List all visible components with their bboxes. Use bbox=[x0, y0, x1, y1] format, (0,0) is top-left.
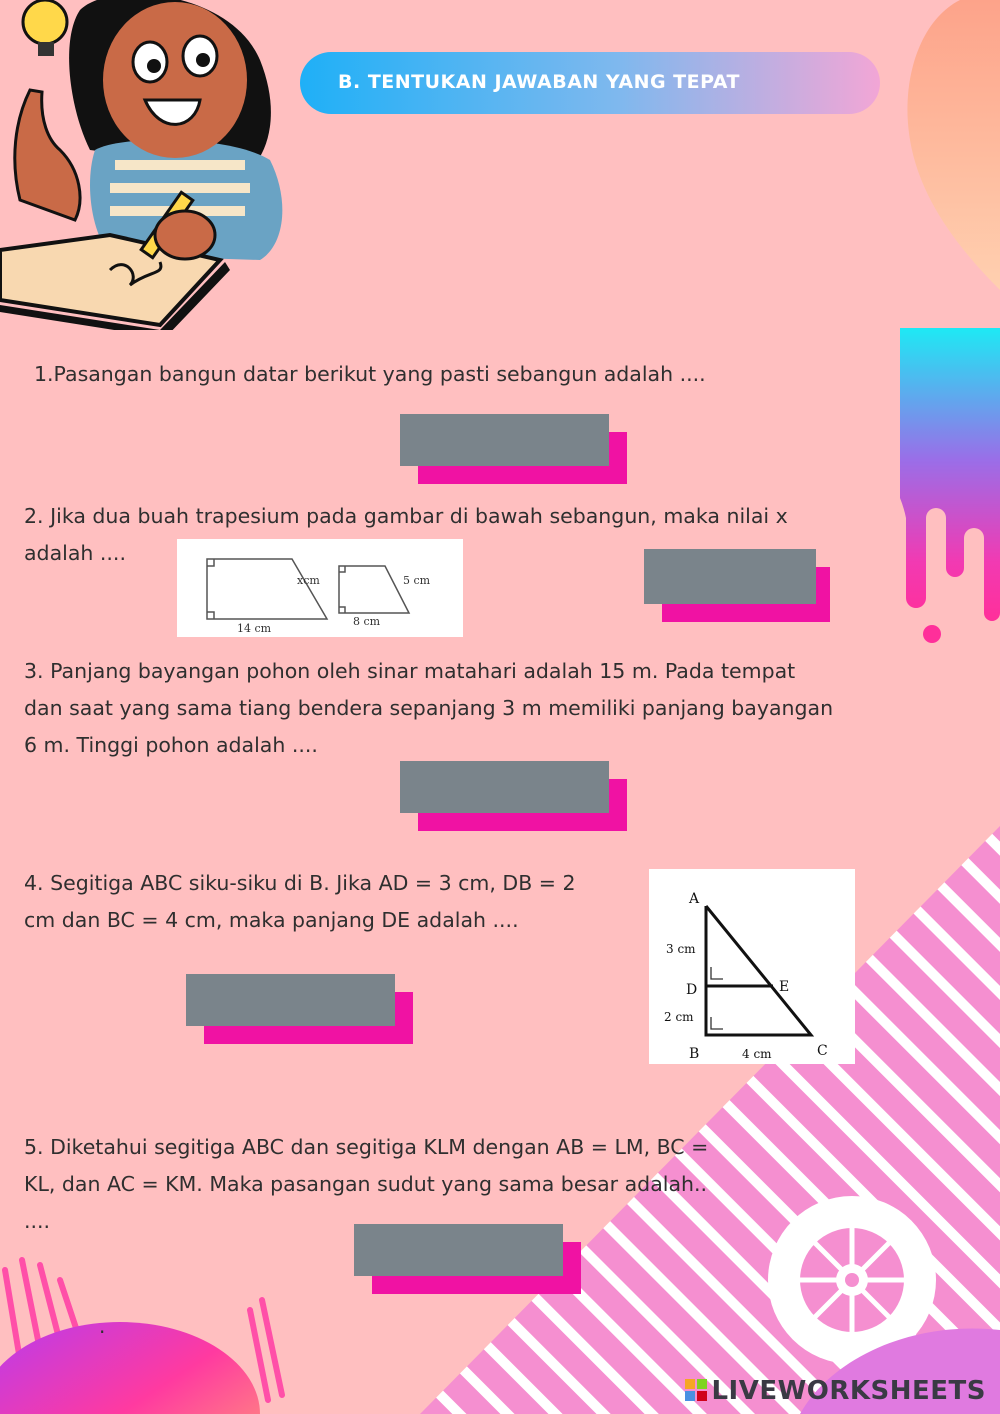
question-5-line-3: .... bbox=[24, 1209, 51, 1233]
watermark-text: LIVEWORKSHEETS bbox=[711, 1376, 986, 1406]
label-BC: 4 cm bbox=[742, 1047, 772, 1061]
section-title: B. TENTUKAN JAWABAN YANG TEPAT bbox=[338, 71, 740, 93]
question-3-line-1: 3. Panjang bayangan pohon oleh sinar matahari adalah 15 m. Pada tempat bbox=[24, 659, 796, 683]
girl-writing-illustration bbox=[0, 0, 290, 330]
question-4-line-2: cm dan BC = 4 cm, maka panjang DE adalah .... bbox=[24, 908, 519, 932]
question-3-line-2: dan saat yang sama tiang bendera sepanjang 3 m memiliki panjang bayangan bbox=[24, 696, 834, 720]
vertex-B: B bbox=[689, 1046, 700, 1062]
question-5-line-2: KL, dan AC = KM. Maka pasangan sudut yang sama besar adalah.. bbox=[24, 1172, 708, 1196]
answer-4-input[interactable] bbox=[186, 974, 395, 1026]
label-AD: 3 cm bbox=[666, 942, 696, 956]
vertex-E: E bbox=[779, 979, 790, 995]
section-header bbox=[300, 52, 880, 114]
question-2-line-1: 2. Jika dua buah trapesium pada gambar di bawah sebangun, maka nilai x bbox=[24, 504, 788, 528]
label-DB: 2 cm bbox=[664, 1010, 694, 1024]
trapezoid-figure bbox=[177, 539, 463, 637]
liveworksheets-logo-icon bbox=[685, 1379, 707, 1401]
label-8cm: 8 cm bbox=[353, 615, 381, 628]
question-1 bbox=[34, 356, 706, 393]
question-5-line-1: 5. Diketahui segitiga ABC dan segitiga KLM dengan AB = LM, BC = bbox=[24, 1135, 709, 1159]
vertex-C: C bbox=[817, 1043, 828, 1059]
triangle-figure bbox=[649, 869, 855, 1064]
label-14cm: 14 cm bbox=[237, 622, 272, 635]
answer-3-input[interactable] bbox=[400, 761, 609, 813]
vertex-D: D bbox=[686, 982, 698, 998]
question-1-line-1: 1.Pasangan bangun datar berikut yang pasti sebangun adalah .... bbox=[34, 362, 706, 386]
question-4-line-1: 4. Segitiga ABC siku-siku di B. Jika AD = 3 cm, DB = 2 bbox=[24, 871, 576, 895]
label-5cm: 5 cm bbox=[403, 574, 431, 587]
answer-2-input[interactable] bbox=[644, 549, 816, 604]
vertex-A: A bbox=[689, 891, 700, 907]
burst-decoration bbox=[0, 1240, 300, 1414]
triangle-drawing bbox=[649, 869, 855, 1064]
question-3-line-3: 6 m. Tinggi pohon adalah .... bbox=[24, 733, 318, 757]
answer-5-input[interactable] bbox=[354, 1224, 563, 1276]
answer-1-input[interactable] bbox=[400, 414, 609, 466]
question-3 bbox=[24, 653, 833, 764]
question-4 bbox=[24, 865, 576, 939]
dot-mark: . bbox=[99, 1314, 106, 1338]
trapezoid-drawing bbox=[177, 539, 463, 637]
label-x: xcm bbox=[297, 574, 320, 587]
question-2-line-2: adalah .... bbox=[24, 541, 126, 565]
liveworksheets-watermark[interactable] bbox=[685, 1376, 986, 1406]
